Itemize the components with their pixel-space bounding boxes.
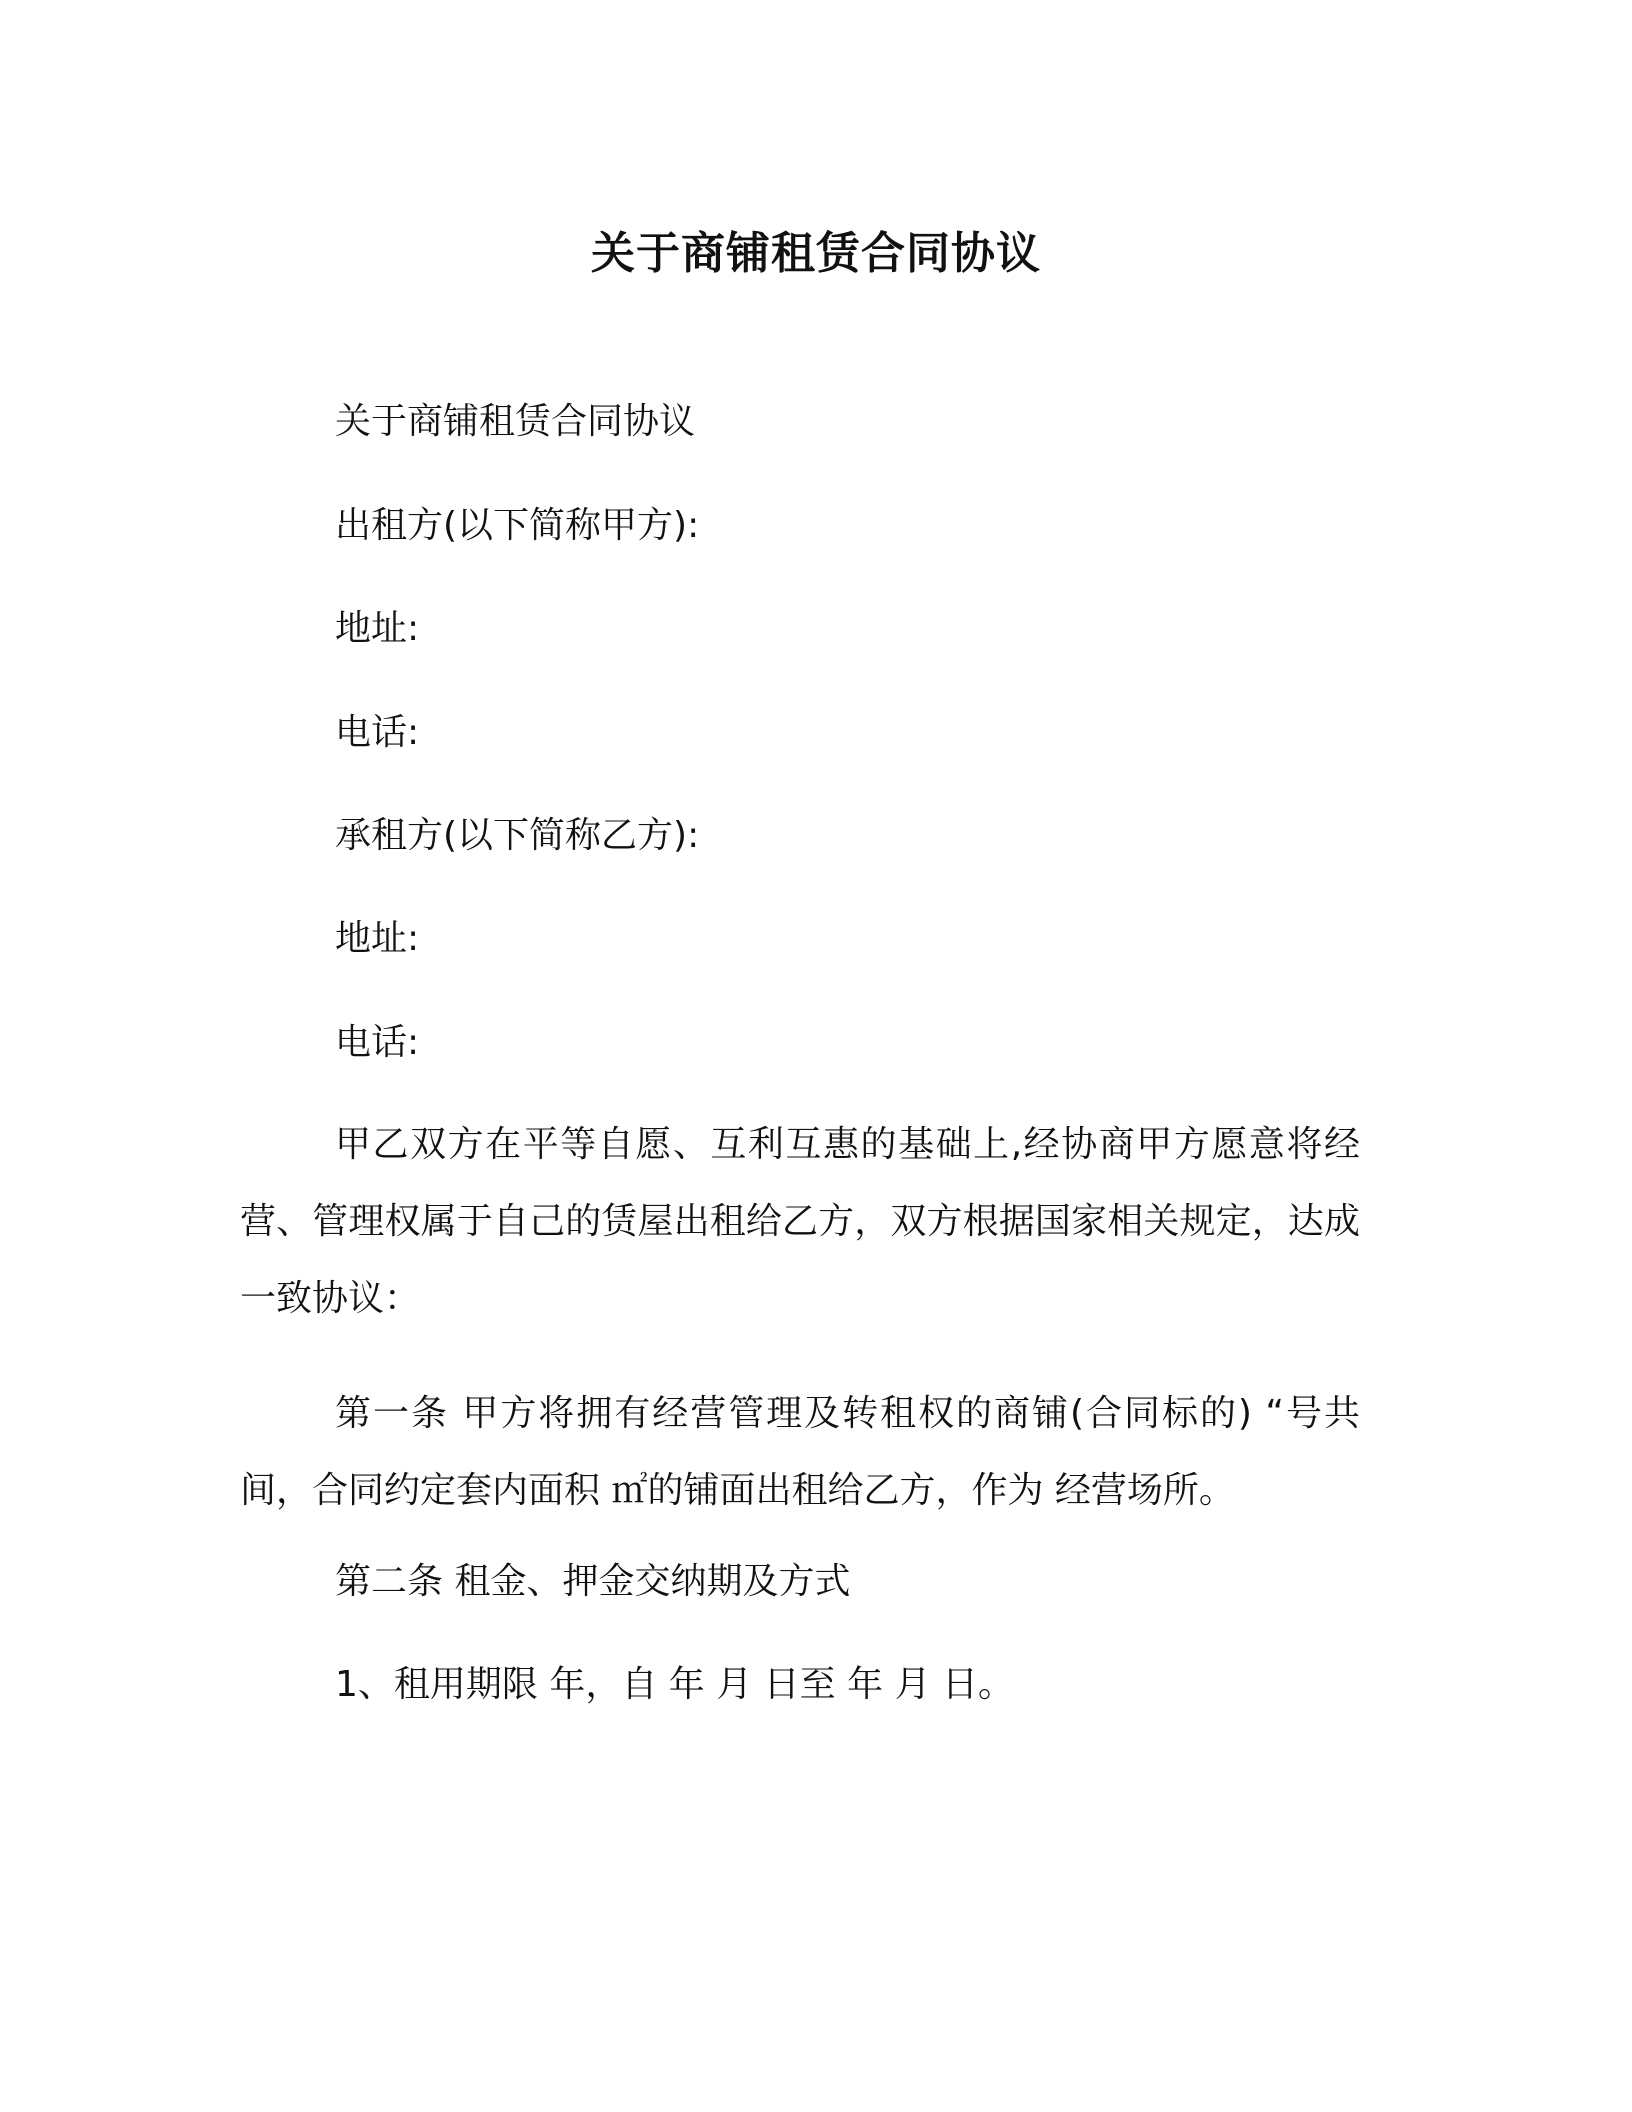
article-2-heading: 第二条 租金、押金交纳期及方式 xyxy=(335,1561,851,1602)
lessee-address-line: 地址: xyxy=(335,918,420,959)
lessee-line: 承租方(以下简称乙方): xyxy=(335,815,700,856)
article-2-item-1: 1、租用期限 年，自 年 月 日至 年 月 日。 xyxy=(335,1664,1015,1705)
lessor-phone-line: 电话: xyxy=(335,712,420,753)
document-title: 关于商铺租赁合同协议 xyxy=(591,228,1041,279)
lessor-address-line: 地址: xyxy=(335,608,420,649)
lessor-line: 出租方(以下简称甲方): xyxy=(335,505,700,546)
article-1-paragraph: 第一条 甲方将拥有经营管理及转租权的商铺(合同标的) “号共间，合同约定套内面积 ㎡的铺面出租给乙方，作为 经营场所。 xyxy=(240,1393,1360,1511)
subtitle-line: 关于商铺租赁合同协议 xyxy=(335,401,696,442)
preamble-paragraph: 甲乙双方在平等自愿、互利互惠的基础上,经协商甲方愿意将经营、管理权属于自己的赁屋出租给乙方，双方根据国家相关规定，达成一致协议： xyxy=(240,1124,1360,1319)
lessee-phone-line: 电话: xyxy=(335,1022,420,1063)
